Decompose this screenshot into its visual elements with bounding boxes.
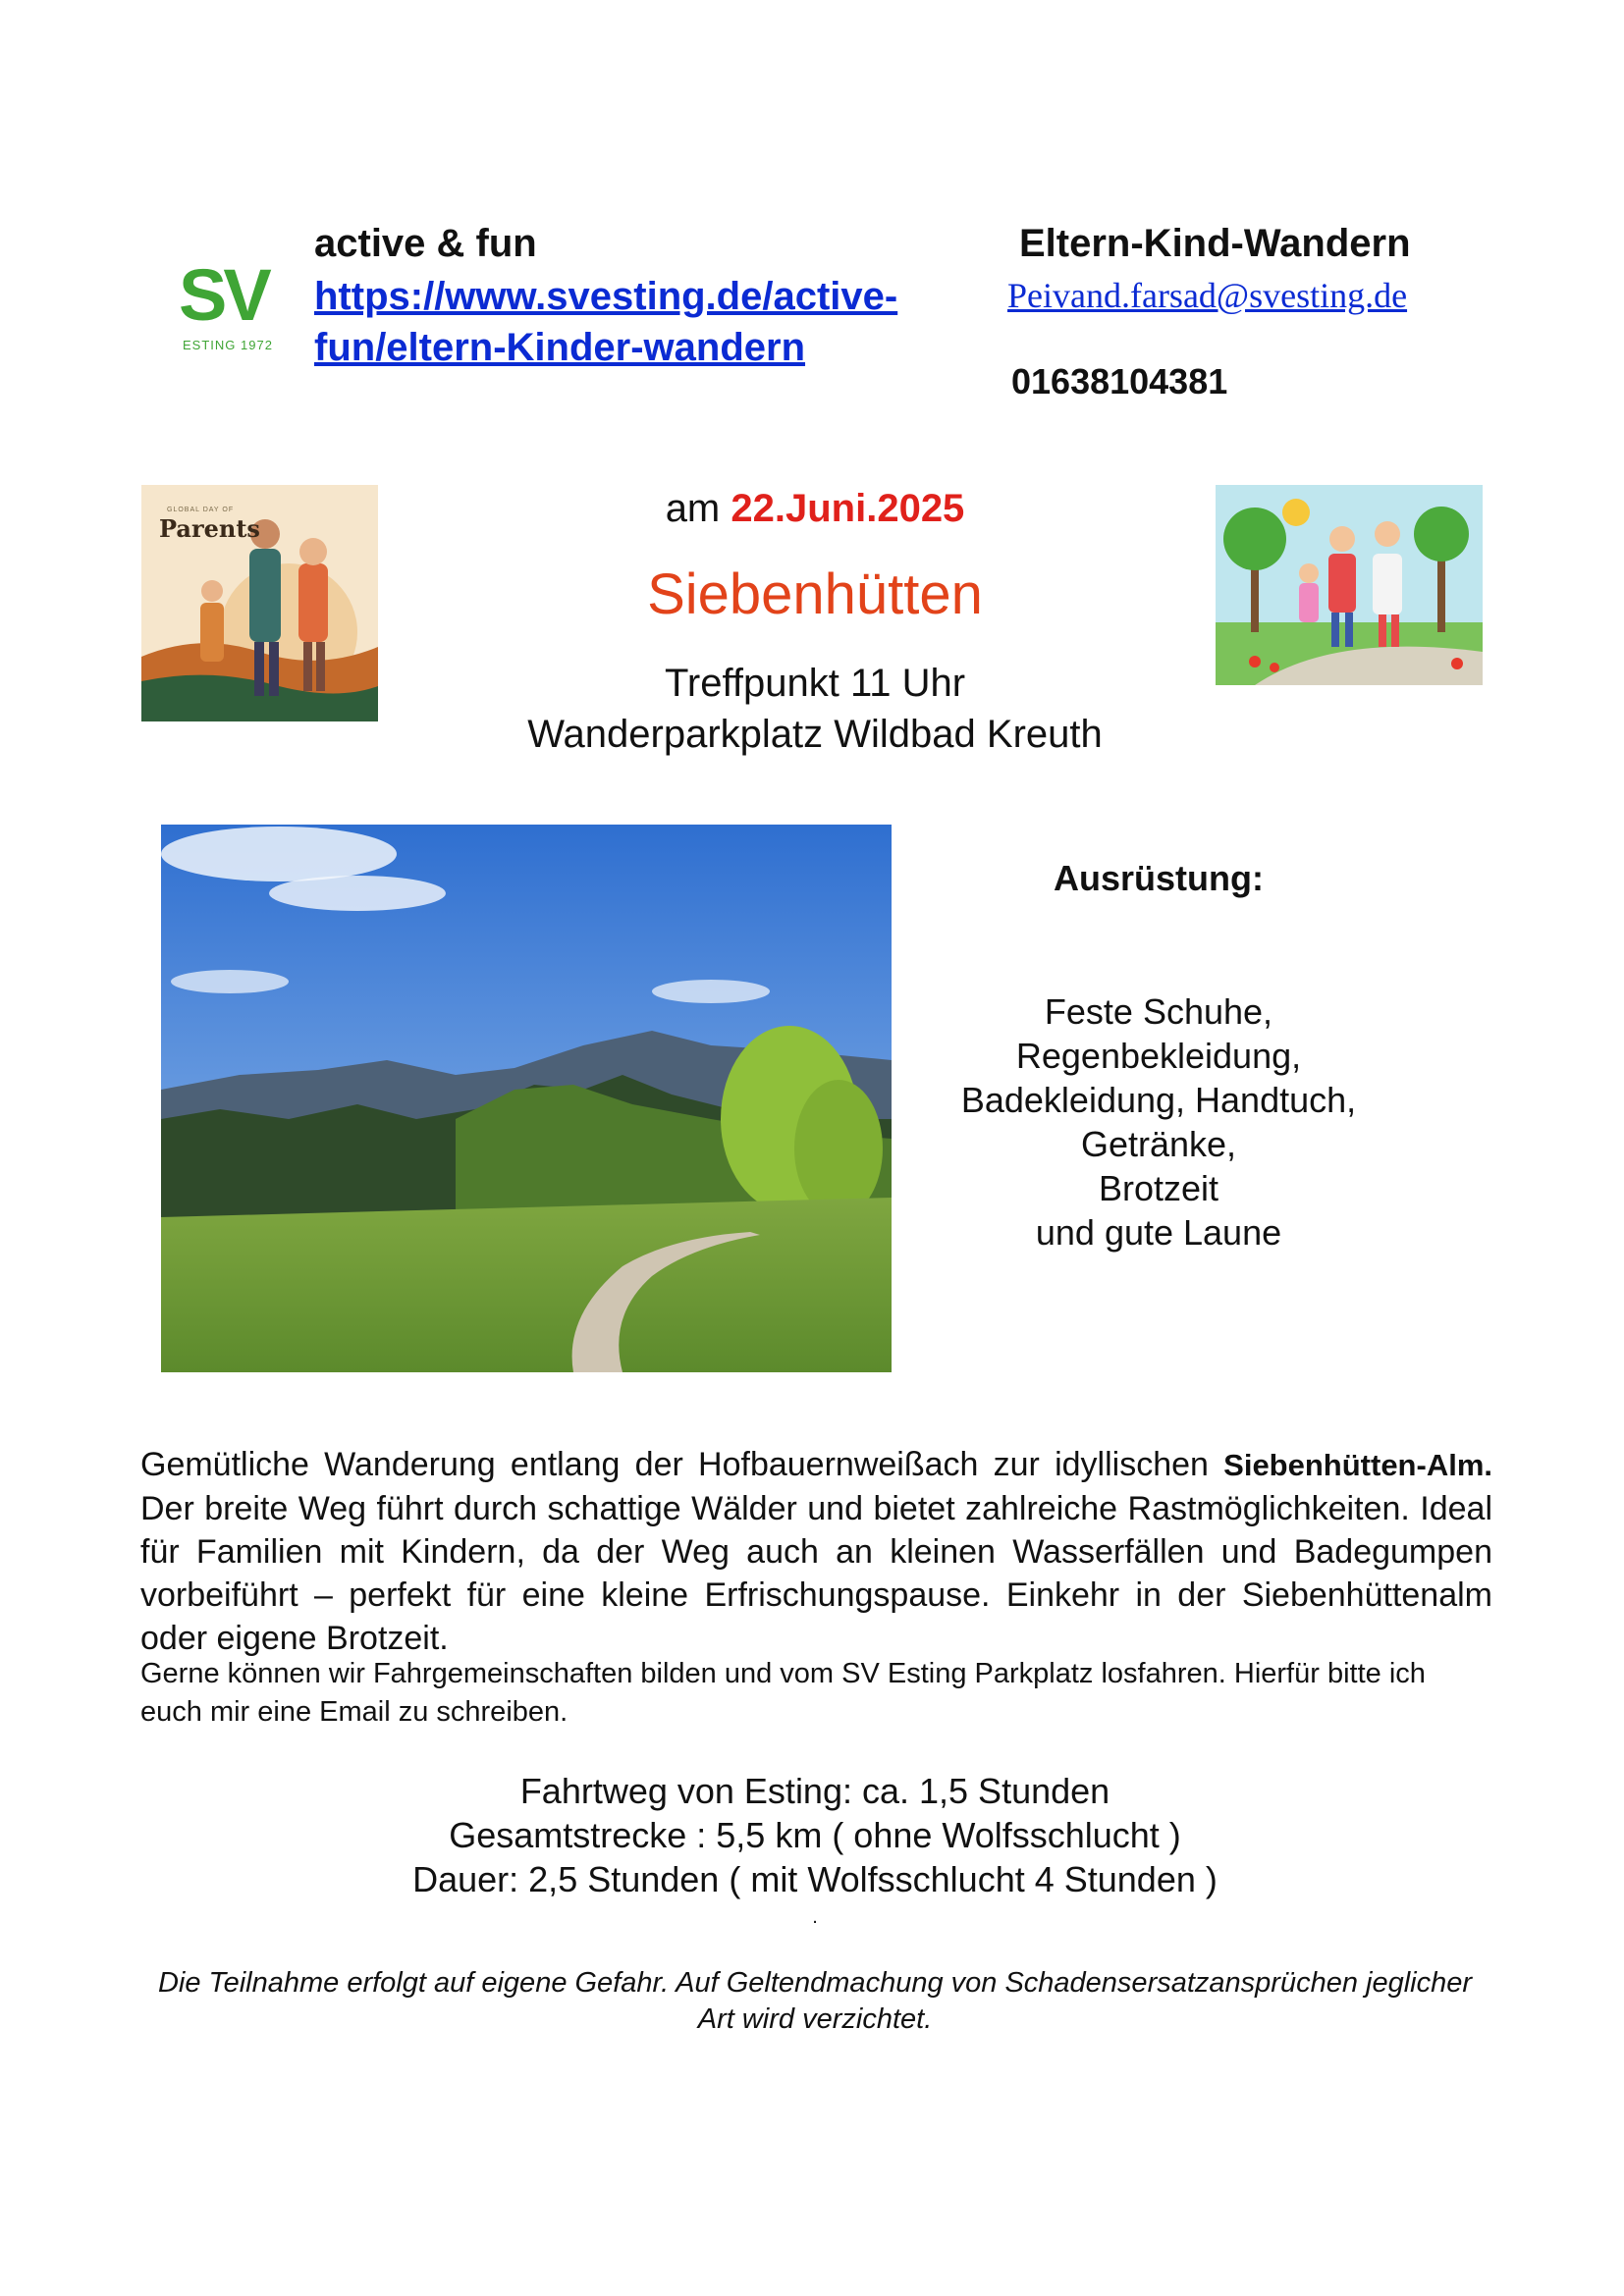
- hike-description: [140, 1443, 1492, 1660]
- equipment-list: [923, 989, 1394, 1255]
- event-title: Eltern-Kind-Wandern: [1019, 222, 1411, 265]
- logo-subtext: ESTING 1972: [183, 338, 273, 352]
- parents-caption-small: GLOBAL DAY OF: [167, 507, 235, 513]
- equipment-item: Feste Schuhe,: [1044, 991, 1273, 1032]
- equipment-item: Regenbekleidung,: [1015, 1036, 1302, 1076]
- carpool-note: Gerne können wir Fahrgemeinschaften bilden und vom SV Esting Parkplatz losfahren. Hierfür bitte ich euch mir eine Email zu schreiben.: [140, 1658, 1426, 1728]
- destination-name-bold: Siebenhütten-Alm.: [1223, 1448, 1492, 1482]
- club-logo: [179, 254, 273, 355]
- club-url-link[interactable]: https://www.svesting.de/active-fun/eltern-Kinder-wandern: [314, 275, 898, 369]
- contact-email-link[interactable]: Peivand.farsad@svesting.de: [1007, 276, 1408, 315]
- equipment-item: Getränke,: [1080, 1124, 1237, 1164]
- equipment-heading: Ausrüstung:: [1054, 858, 1264, 898]
- stray-dot: .: [812, 1906, 818, 1928]
- date-prefix: am: [665, 487, 731, 530]
- description-text-2: Der breite Weg führt durch schattige Wälder und bietet zahlreiche Rastmöglichkeiten. Ideal für Familien mit Kindern, da der Weg auch an kleinen Wasserfällen und Badegumpen vorbeiführt – perfekt für eine kleine Erfrischungspause. Einkehr in der Siebenhüttenalm oder eigene Brotzeit.: [140, 1490, 1492, 1657]
- club-title: active & fun: [314, 222, 537, 265]
- meeting-place: Wanderparkplatz Wildbad Kreuth: [527, 713, 1103, 756]
- travel-time: Fahrtweg von Esting: ca. 1,5 Stunden: [519, 1771, 1110, 1811]
- event-date-line: [569, 487, 1060, 531]
- contact-phone: 01638104381: [1011, 361, 1228, 401]
- event-date: 22.Juni.2025: [731, 487, 965, 530]
- hike-duration: Dauer: 2,5 Stunden ( mit Wolfsschlucht 4 Stunden ): [412, 1859, 1218, 1899]
- description-text: Gemütliche Wanderung entlang der Hofbauernweißach zur idyllischen: [140, 1446, 1224, 1483]
- hike-stats: [324, 1769, 1306, 1901]
- landscape-photo: [161, 825, 892, 1372]
- equipment-item: Brotzeit: [1098, 1168, 1219, 1208]
- event-destination: Siebenhütten: [647, 562, 983, 626]
- meeting-time: Treffpunkt 11 Uhr: [664, 662, 966, 705]
- family-illustration: [1216, 485, 1483, 685]
- equipment-item: Badekleidung, Handtuch,: [960, 1080, 1357, 1120]
- parents-illustration: [141, 485, 378, 721]
- disclaimer: Die Teilnahme erfolgt auf eigene Gefahr. Auf Geltendmachung von Schadensersatzansprüchen jeglicher Art wird verzichtet.: [157, 1967, 1473, 2035]
- logo-letters: SV: [179, 254, 268, 336]
- parents-caption: Parents: [159, 514, 260, 543]
- total-distance: Gesamtstrecke : 5,5 km ( ohne Wolfsschlucht ): [449, 1815, 1181, 1855]
- equipment-item: und gute Laune: [1035, 1212, 1282, 1253]
